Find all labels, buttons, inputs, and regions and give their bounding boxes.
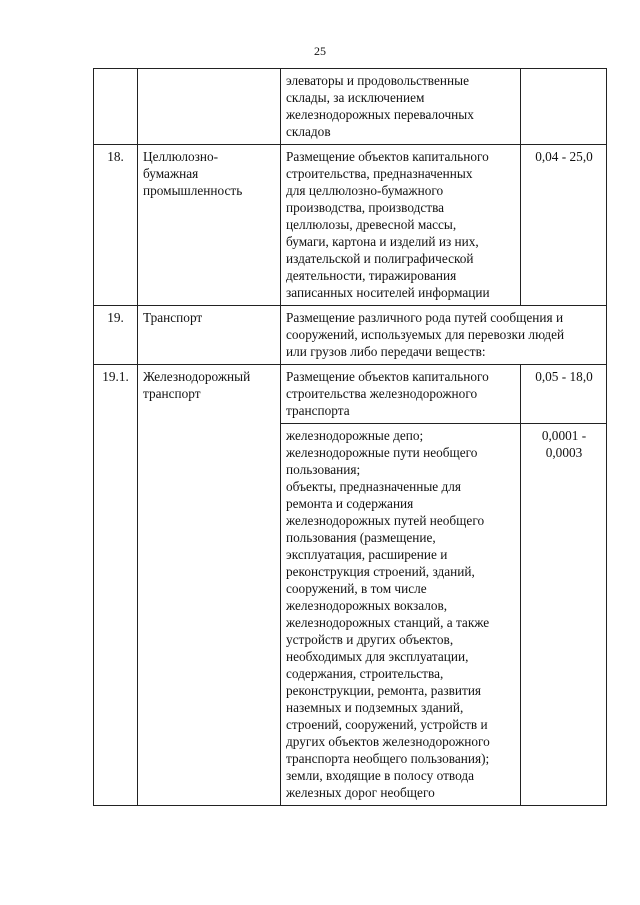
row-number: 19.1. — [94, 365, 138, 806]
category-name: Железнодорожный транспорт — [138, 365, 281, 806]
category-value: 0,0001 - 0,0003 — [521, 424, 607, 806]
category-description: Размещение объектов капитального строительства, предназначенных для целлюлозно-бумажного производства, производства целлюлозы, древесной массы, бумаги, картона и изделий из них, издательской и полиграфической деятельности, тиражирования записанных носителей информации — [281, 145, 521, 306]
category-value: 0,05 - 18,0 — [521, 365, 607, 424]
category-value: 0,04 - 25,0 — [521, 145, 607, 306]
land-use-table — [93, 68, 607, 806]
category-name: Целлюлозно- бумажная промышленность — [138, 145, 281, 306]
category-description: Размещение объектов капитального строительства железнодорожного транспорта — [281, 365, 521, 424]
category-description: железнодорожные депо; железнодорожные пути необщего пользования; объекты, предназначенные для ремонта и содержания железнодорожных путей необщего пользования (размещение, эксплуатация, расширение и реконструкция строений, зданий, сооружений, в том числе железнодорожных вокзалов, железнодорожных станций, а также устройств и других объектов, необходимых для эксплуатации, содержания, строительства, реконструкции, ремонта, развития наземных и подземных зданий, строений, сооружений, устройств и других объектов железнодорожного транспорта необщего пользования); земли, входящие в полосу отвода железных дорог необщего — [281, 424, 521, 806]
category-name — [138, 69, 281, 145]
row-number: 18. — [94, 145, 138, 306]
category-name: Транспорт — [138, 306, 281, 365]
table-row — [94, 69, 607, 145]
category-value — [521, 69, 607, 145]
category-description: элеваторы и продовольственные склады, за исключением железнодорожных перевалочных складов — [281, 69, 521, 145]
category-description: Размещение различного рода путей сообщения и сооружений, используемых для перевозки людей или грузов либо передачи веществ: — [281, 306, 607, 365]
row-number: 19. — [94, 306, 138, 365]
table-row — [94, 145, 607, 306]
row-number — [94, 69, 138, 145]
table-row — [94, 365, 607, 424]
table-row — [94, 306, 607, 365]
page-number: 25 — [314, 44, 326, 58]
